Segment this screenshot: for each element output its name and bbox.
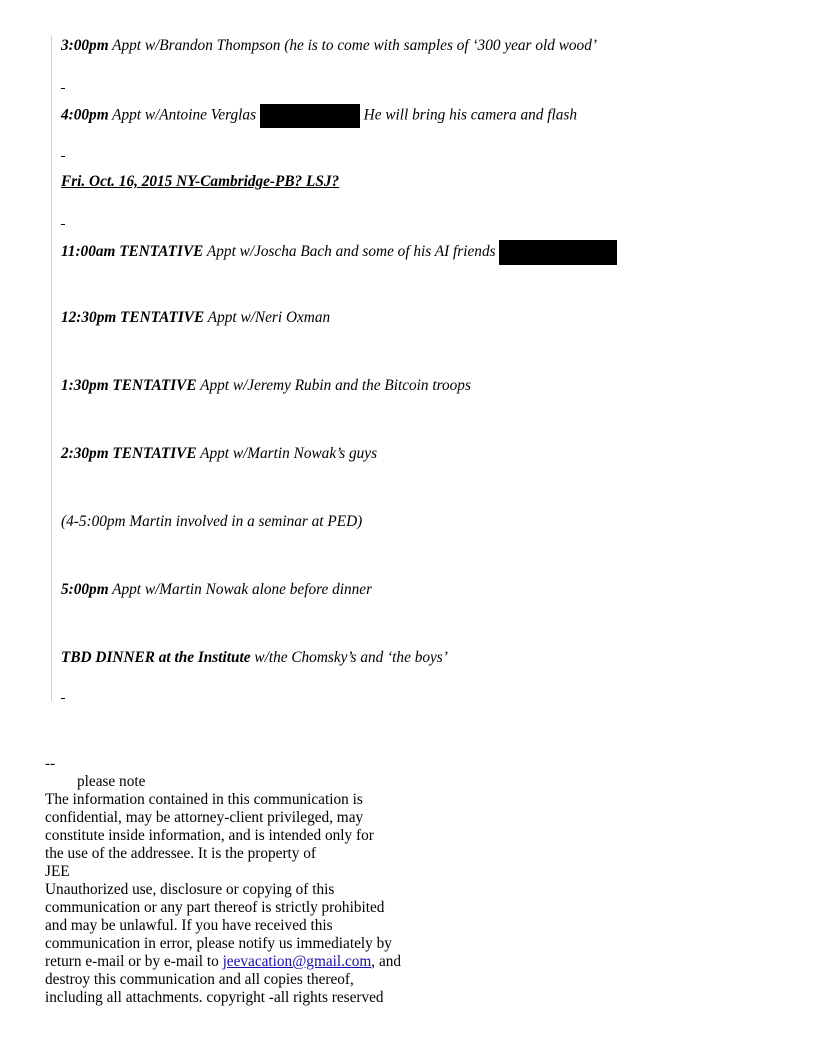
entry-time: 2:30pm TENTATIVE	[61, 445, 197, 462]
please-note: please note	[77, 773, 146, 790]
schedule-entry	[61, 648, 448, 668]
entry-text: Appt w/Martin Nowak alone before dinner	[108, 581, 373, 598]
email-signature	[45, 755, 465, 1007]
quoted-schedule	[51, 36, 761, 701]
blank-marker	[61, 698, 65, 699]
disclaimer-line: The information contained in this communication is	[45, 791, 363, 808]
disclaimer-line: destroy this communication and all copies thereof,	[45, 971, 354, 988]
schedule-entry	[61, 444, 377, 464]
disclaimer-line	[45, 953, 465, 971]
disclaimer-line: including all attachments. copyright -all rights reserved	[45, 989, 384, 1006]
blank-marker	[61, 88, 65, 89]
email-suffix: , and	[371, 953, 402, 970]
schedule-entry	[61, 240, 617, 265]
disclaimer-line: JEE	[45, 863, 70, 880]
entry-text: Appt w/Neri Oxman	[204, 309, 331, 326]
entry-text: Appt w/Jeremy Rubin and the Bitcoin troops	[196, 377, 471, 394]
day-header: Fri. Oct. 16, 2015 NY-Cambridge-PB? LSJ?	[61, 173, 340, 190]
blank-marker	[61, 156, 65, 157]
signature-dashes: --	[45, 755, 56, 772]
entry-text: Appt w/Joscha Bach and some of his AI friends	[203, 243, 500, 261]
entry-time: 1:30pm TENTATIVE	[61, 377, 197, 394]
entry-text: w/the Chomsky’s and ‘the boys’	[250, 649, 448, 666]
disclaimer-line: constitute inside information, and is intended only for	[45, 827, 374, 844]
disclaimer-line: Unauthorized use, disclosure or copying of this	[45, 881, 335, 898]
entry-time: 11:00am TENTATIVE	[61, 243, 204, 261]
entry-text: Appt w/Martin Nowak’s guys	[196, 445, 378, 462]
disclaimer-line: communication or any part thereof is strictly prohibited	[45, 899, 385, 916]
schedule-entry	[61, 580, 372, 600]
email-link[interactable]: jeevacation@gmail.com	[222, 953, 372, 970]
entry-time: 4:00pm	[61, 106, 109, 124]
entry-text: He will bring his camera and flash	[359, 106, 577, 124]
entry-time: TBD DINNER at the Institute	[61, 649, 251, 666]
entry-text: Appt w/Antoine Verglas	[108, 106, 260, 124]
schedule-entry	[61, 36, 597, 56]
entry-time: 5:00pm	[61, 581, 109, 598]
disclaimer-line: communication in error, please notify us immediately by	[45, 935, 392, 952]
disclaimer-line: and may be unlawful. If you have received this	[45, 917, 333, 934]
redaction-box	[499, 240, 617, 265]
blank-marker	[61, 224, 65, 225]
schedule-entry	[61, 104, 577, 128]
entry-time: 3:00pm	[61, 37, 109, 54]
entry-time: 12:30pm TENTATIVE	[61, 309, 205, 326]
schedule-entry	[61, 308, 330, 328]
email-prefix: return e-mail or by e-mail to	[45, 953, 223, 970]
schedule-entry	[61, 376, 471, 396]
entry-text: Appt w/Brandon Thompson (he is to come with samples of ‘300 year old wood’	[108, 37, 597, 54]
disclaimer-line: confidential, may be attorney-client privileged, may	[45, 809, 364, 826]
redaction-box	[260, 104, 360, 128]
disclaimer-line: the use of the addressee. It is the property of	[45, 845, 317, 862]
schedule-note: (4-5:00pm Martin involved in a seminar at PED)	[61, 513, 363, 530]
